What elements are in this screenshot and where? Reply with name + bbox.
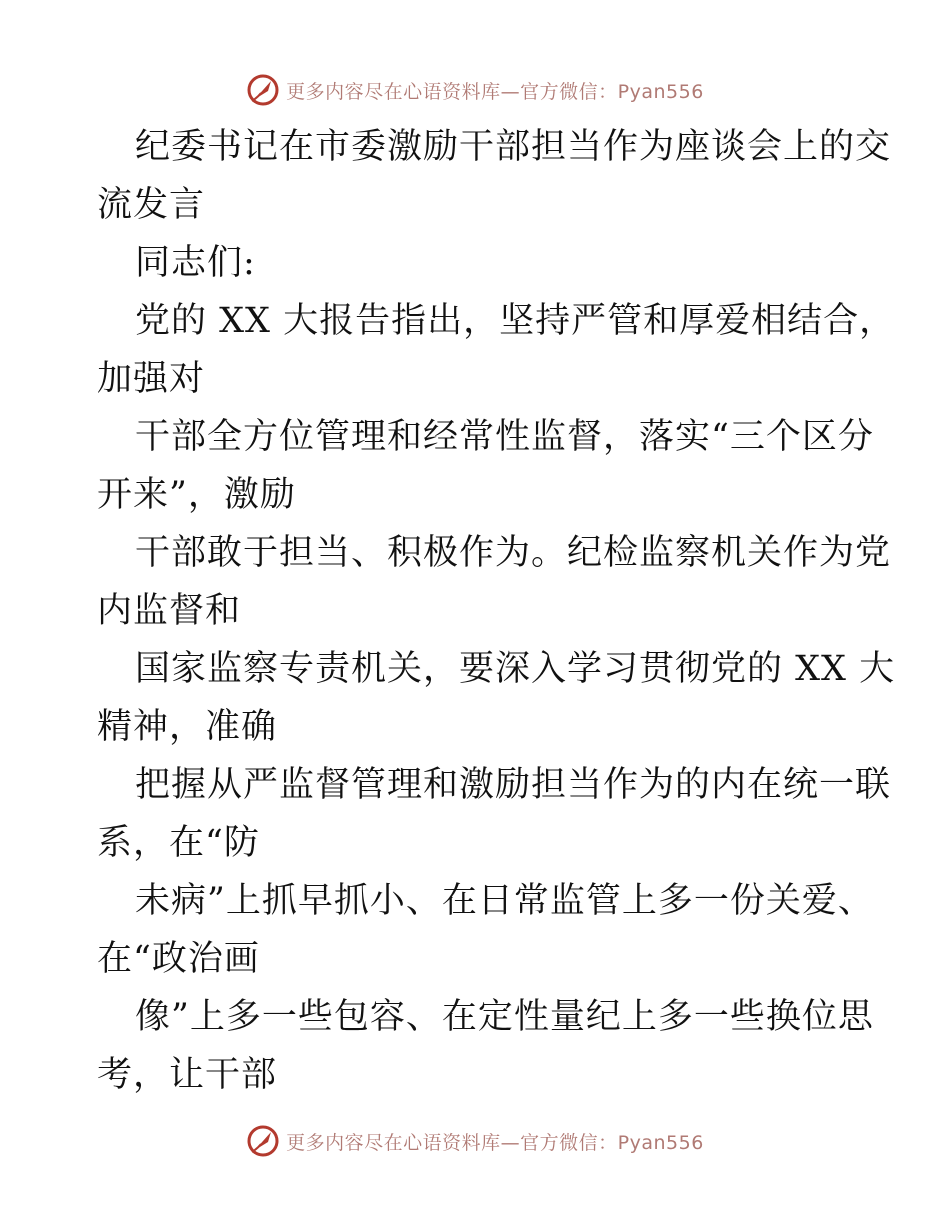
watermark-text: 更多内容尽在心语资料库—官方微信：Pyan556: [286, 80, 704, 103]
body-line: 未病”上抓早抓小、在日常监管上多一份关爱、: [135, 881, 874, 921]
title-line-2: 流发言: [97, 185, 206, 225]
body-line: 干部敢于担当、积极作为。纪检监察机关作为党: [135, 533, 892, 573]
document-body: [97, 118, 896, 1104]
body-line: 考，让干部: [97, 1055, 278, 1095]
body-line: 开来”，激励: [97, 475, 296, 515]
body-line: 把握从严监督管理和激励担当作为的内在统一联: [135, 765, 892, 805]
body-line: 在“政治画: [97, 939, 260, 979]
footer-watermark: [0, 1121, 950, 1161]
body-line: 加强对: [97, 359, 206, 399]
body-line: 国家监察专责机关，要深入学习贯彻党的 XX 大: [135, 649, 896, 689]
body-line: 系，在“防: [97, 823, 260, 863]
quill-logo-icon: [246, 73, 280, 107]
header-watermark: [0, 70, 950, 110]
quill-logo-icon: [246, 1124, 280, 1158]
body-line: 精神，准确: [97, 707, 278, 747]
body-line: 内监督和: [97, 591, 242, 631]
body-line: 党的 XX 大报告指出，坚持严管和厚爱相结合，: [135, 301, 896, 341]
salutation: 同志们:: [135, 243, 256, 283]
body-line: 干部全方位管理和经常性监督，落实“三个区分: [135, 417, 874, 457]
title-line-1: 纪委书记在市委激励干部担当作为座谈会上的交: [135, 127, 892, 167]
body-line: 像”上多一些包容、在定性量纪上多一些换位思: [135, 997, 874, 1037]
watermark-text: 更多内容尽在心语资料库—官方微信：Pyan556: [286, 1131, 704, 1154]
